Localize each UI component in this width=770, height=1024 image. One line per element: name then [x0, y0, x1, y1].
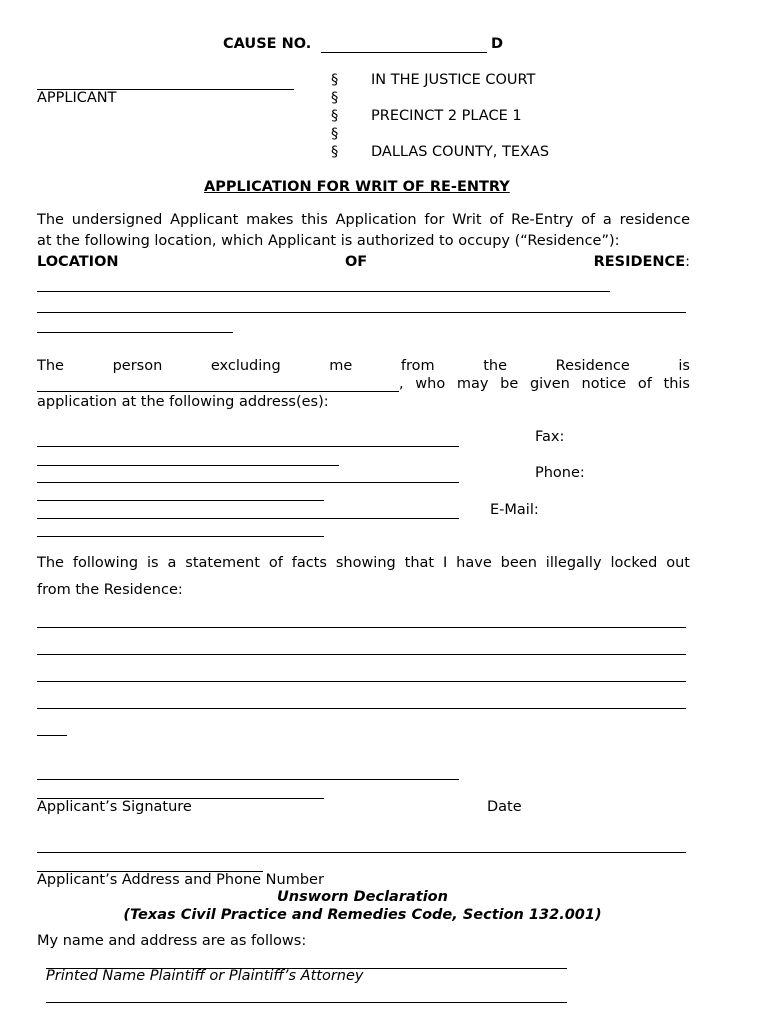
cause-number-label: CAUSE NO.	[223, 36, 312, 52]
section-mark: §	[331, 108, 339, 124]
section-mark: §	[331, 72, 339, 88]
statement-line-2: from the Residence:	[37, 582, 183, 598]
declaration-subtitle: (Texas Civil Practice and Remedies Code, Section 132.001)	[123, 907, 602, 923]
address-phone-label: Applicant’s Address and Phone Number	[37, 872, 324, 888]
person-word: the	[483, 358, 508, 374]
person-word: excluding	[210, 358, 281, 374]
location-heading	[37, 254, 690, 270]
person-excluding-line	[37, 358, 690, 374]
date-label: Date	[487, 799, 522, 815]
county-state: DALLAS COUNTY, TEXAS	[371, 144, 550, 160]
signature-line[interactable]	[37, 779, 459, 780]
address-intro: application at the following address(es):	[37, 394, 329, 410]
cause-number-field[interactable]	[321, 52, 487, 53]
statement-line-1: The following is a statement of facts showing that I have been illegally locked out	[37, 555, 690, 571]
residence-line-1[interactable]	[37, 291, 610, 292]
name-address-intro: My name and address are as follows:	[37, 933, 307, 949]
person-word: from	[400, 358, 435, 374]
excluding-person-name-field[interactable]	[37, 391, 399, 392]
person-word: is	[678, 358, 690, 374]
location-word: OF	[344, 254, 368, 270]
declaration-title: Unsworn Declaration	[277, 889, 448, 905]
section-mark: §	[331, 90, 339, 106]
facts-line-1[interactable]	[37, 627, 686, 628]
fax-label: Fax:	[535, 429, 565, 445]
address-line-6[interactable]	[37, 536, 324, 537]
applicant-label: APPLICANT	[37, 90, 117, 106]
intro-line-1: The undersigned Applicant makes this Application for Writ of Re-Entry of a residence	[37, 212, 690, 228]
person-word: Residence	[555, 358, 630, 374]
facts-line-2[interactable]	[37, 654, 686, 655]
residence-line-2[interactable]	[37, 312, 686, 313]
person-word: person	[112, 358, 163, 374]
section-mark: §	[331, 144, 339, 160]
notice-text: , who may be given notice of this	[399, 376, 690, 392]
person-word: The	[37, 358, 64, 374]
document-title: APPLICATION FOR WRIT OF RE-ENTRY	[204, 179, 510, 195]
address-line-2[interactable]	[37, 465, 339, 466]
facts-line-5[interactable]	[37, 735, 67, 736]
phone-label: Phone:	[535, 465, 585, 481]
printed-name-label: Printed Name Plaintiff or Plaintiff’s Attorney	[46, 968, 364, 984]
person-word: me	[329, 358, 353, 374]
address-line-4[interactable]	[37, 500, 324, 501]
address-line-1[interactable]	[37, 446, 459, 447]
facts-line-4[interactable]	[37, 708, 686, 709]
address-phone-line[interactable]	[37, 852, 686, 853]
location-word: RESIDENCE:	[593, 254, 690, 270]
intro-line-2: at the following location, which Applicant is authorized to occupy (“Residence”):	[37, 233, 620, 249]
cause-number-suffix: D	[491, 36, 504, 52]
court-name: IN THE JUSTICE COURT	[371, 72, 536, 88]
email-label: E-Mail:	[490, 502, 539, 518]
declaration-line-2[interactable]	[46, 1002, 567, 1003]
facts-line-3[interactable]	[37, 681, 686, 682]
section-mark: §	[331, 126, 339, 142]
applicant-signature-label: Applicant’s Signature	[37, 799, 192, 815]
residence-line-3[interactable]	[37, 332, 233, 333]
address-line-3[interactable]	[37, 482, 459, 483]
location-word: LOCATION	[37, 254, 119, 270]
precinct-place: PRECINCT 2 PLACE 1	[371, 108, 522, 124]
address-line-5[interactable]	[37, 518, 459, 519]
